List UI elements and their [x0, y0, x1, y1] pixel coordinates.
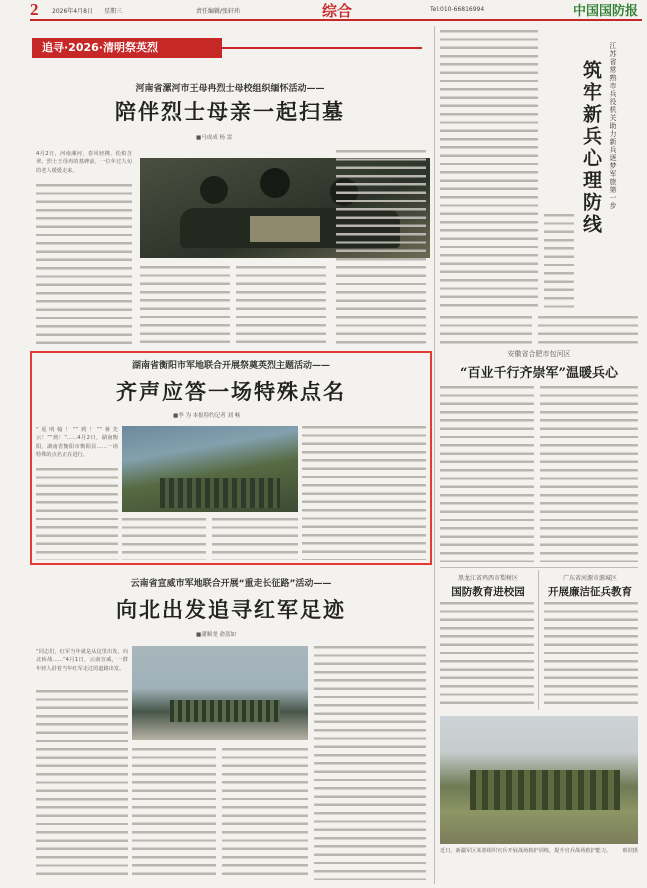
- anhui-col2: [540, 386, 638, 562]
- column-divider: [434, 26, 435, 884]
- section-title: 综合: [322, 2, 353, 20]
- story1-kicker: 河南省漯河市王母冉烈士母校组织缅怀活动——: [135, 84, 325, 94]
- story3-col4: [314, 646, 426, 880]
- feature-col2: [544, 214, 574, 310]
- editor-credit: 责任编辑/张轩玮: [196, 8, 241, 15]
- story3-kicker: 云南省宣威市军地联合开展“重走长征路”活动——: [130, 579, 332, 589]
- story3-lead: “同志们，红军当年就是从这里出发，向北转战……”4月1日，云南宣威，一群年轻人沿着当年红军走过的道路出发。: [36, 649, 128, 672]
- story2-col1: [36, 426, 118, 560]
- phone-number: Tel:010-66816994: [430, 6, 485, 13]
- story3-col3: [222, 748, 308, 880]
- story1-headline: 陪伴烈士母亲一起扫墓: [115, 99, 345, 124]
- story2-kicker: 湖南省衡阳市军地联合开展祭奠英烈主题活动——: [131, 361, 330, 371]
- training-photo-soldiers: [470, 770, 620, 810]
- issue-weekday: 星期三: [104, 8, 123, 15]
- story1-byline: ■马成成 杨 雷: [196, 135, 233, 141]
- story1-text-lines: [36, 184, 132, 346]
- feature-col4: [538, 316, 638, 346]
- right-bottom-divider: [538, 570, 539, 710]
- anhui-headline: “百业千行齐崇军”温暖兵心: [460, 366, 618, 381]
- photo-caption: 近日，新疆军区某部组织官兵开展战场救护训练，提升官兵战场救护能力。 蔡滨摄: [440, 848, 638, 854]
- story3-photo: [132, 646, 308, 740]
- story3-col1: [36, 648, 128, 880]
- right-divider: [440, 567, 638, 568]
- masthead: [30, 0, 642, 21]
- feature-headline: 筑牢新兵心理防线: [580, 60, 602, 236]
- story1-col3: [236, 266, 326, 346]
- story3-headline: 向北出发追寻红军足迹: [116, 597, 346, 622]
- story1-col4: [336, 150, 426, 346]
- page-number: 2: [30, 0, 39, 19]
- hlj-headline: 国防教育进校园: [451, 586, 525, 598]
- story3-byline: ■潘顺尧 俞蓝如: [196, 632, 236, 638]
- gd-headline: 开展廉洁征兵教育: [548, 586, 632, 598]
- story2-col2: [122, 518, 206, 560]
- story2-photo-crowd: [160, 478, 280, 508]
- story2-byline: ■李 为 本报特约记者 刘 畅: [173, 413, 241, 419]
- story1-col1: [36, 150, 132, 346]
- hlj-kicker: 黑龙江省鸡西市梨树区: [457, 575, 518, 582]
- story2-col3: [212, 518, 298, 560]
- banner-rule: [222, 47, 422, 49]
- story3-col2: [132, 748, 216, 880]
- hlj-text: [440, 602, 534, 710]
- story2-headline: 齐声应答一场特殊点名: [116, 379, 346, 404]
- issue-date: 2026年4月8日: [52, 8, 93, 15]
- series-banner: 追寻·2026·清明祭英烈: [32, 38, 222, 58]
- gd-text: [544, 602, 638, 710]
- anhui-col1: [440, 386, 534, 562]
- paper-logo: 中国国防报: [572, 4, 638, 19]
- anhui-kicker: 安徽省合肥市包河区: [507, 350, 571, 358]
- feature-kicker: 江苏省常熟市兵役机关助力新兵逐梦军旅第一步: [609, 42, 617, 210]
- story3-photo-group: [170, 700, 280, 722]
- story1-col2: [140, 266, 230, 346]
- story1-lead: 4月2日，河南漯河，春风轻拂，松柏含翠。烈士王母冉的墓碑前，一位年过九旬的老人缓缓走来。: [36, 151, 132, 174]
- story2-lead: “夏明翰！”“到！”“蒋先云！”“到！”……4月2日，湖南衡阳，湖南省衡阳市衡阳县……一场特殊的点名正在进行。: [36, 427, 118, 458]
- story2-col4: [302, 426, 426, 560]
- gd-kicker: 广东省河源市源城区: [562, 575, 617, 582]
- feature-col1: [440, 30, 538, 310]
- feature-col3: [440, 316, 532, 346]
